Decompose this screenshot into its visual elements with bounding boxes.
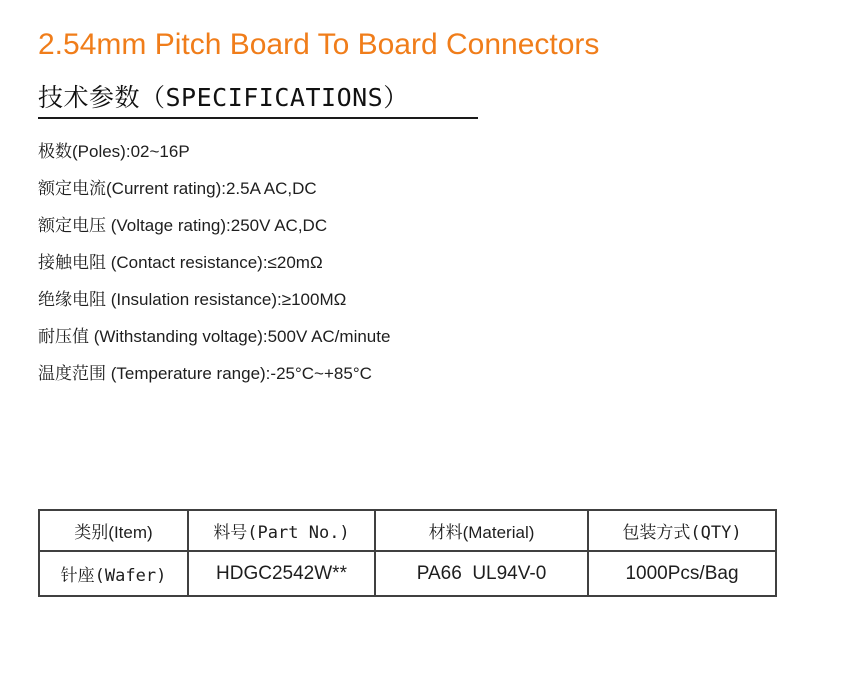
cell-material: PA66 UL94V-0 bbox=[375, 551, 588, 596]
col-header-material: 材料(Material) bbox=[375, 510, 588, 551]
header-row bbox=[39, 510, 776, 551]
parts-table-body bbox=[39, 551, 776, 596]
spec-line-withstanding-voltage: 耐压值 (Withstanding voltage):500V AC/minute bbox=[38, 327, 391, 346]
col-header-qty: 包装方式(QTY) bbox=[588, 510, 776, 551]
spec-line-insulation-resistance: 绝缘电阻 (Insulation resistance):≥100MΩ bbox=[38, 290, 347, 309]
table-row bbox=[39, 551, 776, 596]
cell-part-number: HDGC2542W** bbox=[188, 551, 375, 596]
spec-line-voltage-rating: 额定电压 (Voltage rating):250V AC,DC bbox=[38, 216, 328, 235]
col-header-part-no: 料号(Part No.) bbox=[188, 510, 375, 551]
specifications-heading: 技术参数（SPECIFICATIONS） bbox=[38, 83, 478, 119]
parts-table bbox=[38, 509, 777, 597]
spec-line-poles: 极数(Poles):02~16P bbox=[38, 142, 190, 161]
spec-line-contact-resistance: 接触电阻 (Contact resistance):≤20mΩ bbox=[38, 253, 323, 272]
spec-line-temperature-range: 温度范围 (Temperature range):-25°C~+85°C bbox=[38, 364, 372, 383]
specifications-list bbox=[38, 133, 860, 392]
cell-packing-qty: 1000Pcs/Bag bbox=[588, 551, 776, 596]
parts-table-header bbox=[39, 510, 776, 551]
spec-line-current-rating: 额定电流(Current rating):2.5A AC,DC bbox=[38, 179, 317, 198]
page-title: 2.54mm Pitch Board To Board Connectors bbox=[38, 28, 600, 61]
cell-item-wafer: 针座(Wafer) bbox=[39, 551, 188, 596]
col-header-item: 类别(Item) bbox=[39, 510, 188, 551]
